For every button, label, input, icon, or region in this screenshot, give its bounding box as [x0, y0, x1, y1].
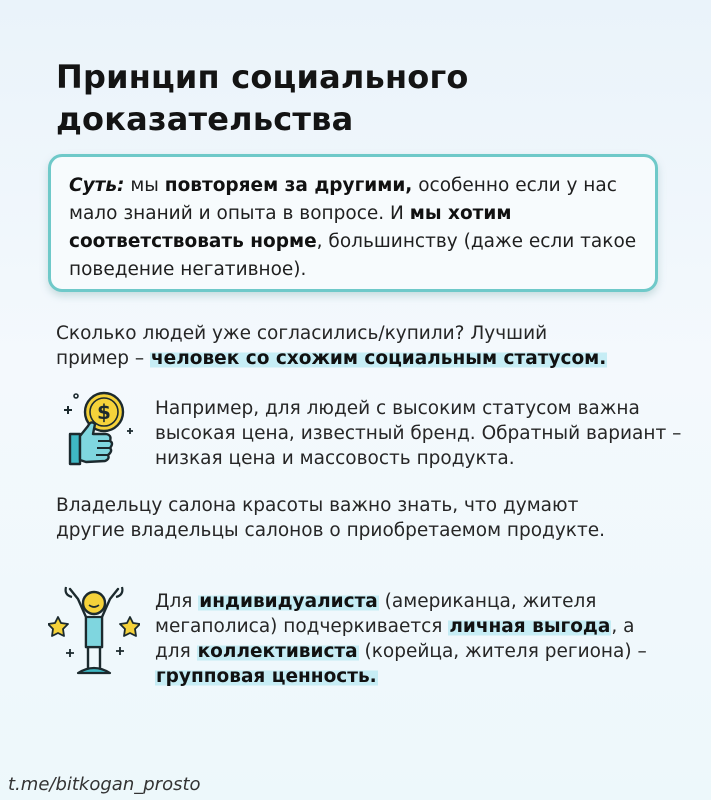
essence-label: Суть: [69, 175, 125, 196]
paragraph-text: Сколько людей уже согласились/купили? Лучший пример – [56, 323, 548, 369]
highlight-individualist: индивидуалиста [199, 591, 378, 612]
cheering-person-stars-icon [48, 583, 140, 683]
thumbs-up-dollar-icon [60, 388, 136, 468]
page-title [56, 56, 616, 140]
paragraph-individualist [155, 589, 675, 689]
essence-bold-2: мы хотим соответствовать норме [69, 203, 512, 252]
essence-text-part: особенно если у нас мало знаний и опыта в вопросе. И [69, 175, 617, 224]
paragraph-text: (американца, жителя мегаполиса) подчеркивается [155, 591, 597, 637]
paragraph-high-status: Например, для людей с высоким статусом важна высокая цена, известный бренд. Обратный вариант – низкая цена и массовость продукта. [155, 398, 682, 469]
essence-text-part: , большинству (даже если такое поведение негативное). [69, 231, 637, 280]
paragraph-social-status [56, 321, 616, 371]
dollar-glyph: $ [97, 400, 111, 424]
highlight-social-status: человек со схожим социальным статусом. [150, 348, 607, 369]
essence-text-part: мы [124, 175, 165, 196]
highlight-personal-benefit: личная выгода [449, 616, 611, 637]
channel-link[interactable]: t.me/bitkogan_prosto [8, 774, 201, 795]
title-line-2: доказательства [56, 100, 354, 138]
title-line-1: Принцип социального [56, 58, 469, 96]
paragraph-text: Для [155, 591, 199, 612]
paragraph-salon-owner: Владельцу салона красоты важно знать, что думают другие владельцы салонов о приобретаемом продукте. [56, 495, 606, 541]
essence-text [69, 172, 639, 284]
paragraph-text: , а для [155, 616, 635, 662]
essence-card [48, 154, 658, 292]
highlight-collectivist: коллективиста [197, 641, 358, 662]
paragraph-text: (корейца, жителя региона) – [358, 641, 647, 662]
highlight-group-value: групповая ценность. [156, 666, 377, 687]
essence-bold-1: повторяем за другими, [164, 175, 413, 196]
